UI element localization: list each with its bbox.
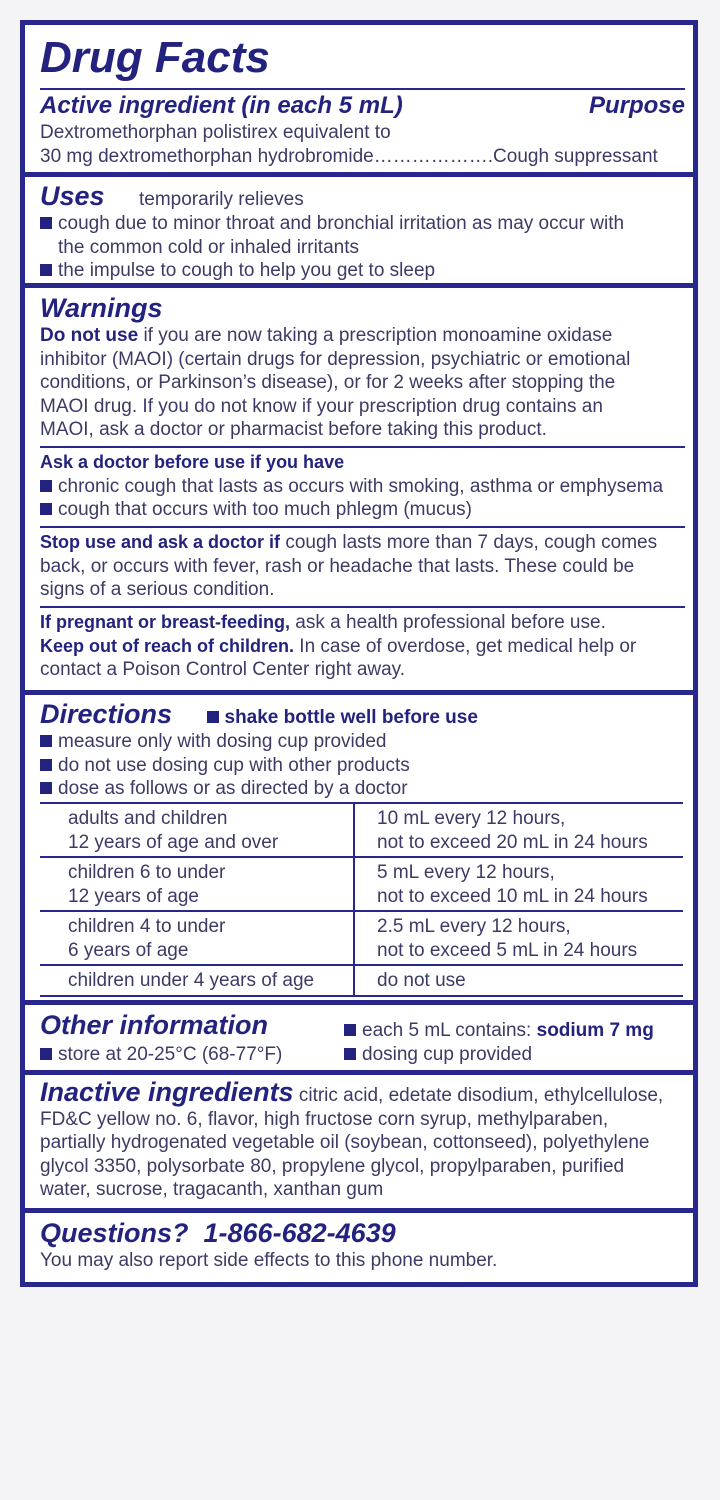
active-ingredient-line2 — [40, 145, 685, 169]
bullet-square-icon — [40, 217, 52, 229]
other-information-section — [25, 1005, 693, 1075]
bullet-square-icon — [40, 480, 52, 492]
bullet-square-icon — [40, 735, 52, 747]
dosing-cup-note: dosing cup provided — [344, 1043, 532, 1067]
ingredient-name: 30 mg dextromethorphan hydrobromide — [40, 146, 374, 167]
warnings-rule-2 — [40, 526, 685, 528]
store-note: store at 20-25°C (68-77°F) — [40, 1043, 685, 1067]
table-row: children under 4 years of age do not use — [40, 965, 683, 996]
questions-heading: Questions? 1-866-682-4639 — [40, 1218, 396, 1248]
warnings-rule-1 — [40, 446, 685, 448]
bullet-square-icon — [344, 1024, 356, 1036]
bullet-square-icon — [344, 1048, 356, 1060]
table-row: adults and children 12 years of age and over 10 mL every 12 hours, not to exceed 20 mL in 24 hours — [40, 803, 683, 857]
table-row: children 6 to under 12 years of age 5 mL every 12 hours, not to exceed 10 mL in 24 hours — [40, 857, 683, 911]
directions-header — [40, 699, 685, 730]
do-not-use-block: Do not use if you are now taking a prescription monoamine oxidase inhibitor (MAOI) (certain drugs for depression, psychiatric or emotional conditions, or Parkinson’s disease), or for 2 weeks after stopping the MAOI drug. If you do not know if your prescription drug contains an MAOI, ask a doctor or pharmacist before taking this product. — [40, 325, 631, 440]
other-information-heading: Other information — [40, 1010, 268, 1040]
warnings-rule-3 — [40, 606, 685, 608]
bullet-square-icon — [40, 782, 52, 794]
questions-text: You may also report side effects to this phone number. — [40, 1250, 498, 1271]
shake-note: shake bottle well before use — [207, 707, 478, 728]
uses-section — [25, 177, 693, 288]
inactive-ingredients-text: Inactive ingredients citric acid, edetate disodium, ethylcellulose, FD&C yellow no. 6, flavor, high fructose corn syrup, methylparaben, partially hydrogenated vegetable oil (soybean, cottonseed), polyethylene glycol 3350, polysorbate 80, propylene glycol, propylparaben, purified water, sucrose, tragacanth, xanthan gum — [40, 1077, 664, 1200]
drug-facts-panel — [20, 20, 698, 1287]
inactive-ingredients-heading: Inactive ingredients — [40, 1077, 294, 1107]
purpose-heading: Purpose — [588, 92, 685, 119]
stop-use-block: Stop use and ask a doctor if cough lasts more than 7 days, cough comes back, or occurs with fever, rash or headache that lasts. These could be signs of a serious condition. — [40, 532, 658, 600]
table-row: children 4 to under 6 years of age 2.5 mL every 12 hours, not to exceed 5 mL in 24 hours — [40, 911, 683, 965]
uses-item-1: cough due to minor throat and bronchial irritation as may occur with the common cold or inhaled irritants — [40, 212, 685, 259]
directions-list: measure only with dosing cup provided do not use dosing cup with other products dose as follows or as directed by a doctor — [40, 730, 685, 801]
bullet-square-icon — [40, 759, 52, 771]
bullet-square-icon — [207, 711, 219, 723]
uses-header — [40, 181, 685, 212]
questions-section — [25, 1213, 693, 1282]
inactive-ingredients-section — [25, 1075, 693, 1213]
active-ingredient-heading: Active ingredient (in each 5 mL) — [40, 92, 403, 119]
uses-item-2: the impulse to cough to help you get to sleep — [40, 259, 685, 283]
dosage-table — [40, 802, 683, 997]
warnings-section — [25, 288, 693, 695]
bullet-square-icon — [40, 264, 52, 276]
active-ingredient-section — [25, 25, 693, 177]
bullet-square-icon — [40, 1048, 52, 1060]
active-ingredient-line1: Dextromethorphan polistirex equivalent to — [40, 122, 391, 143]
uses-heading: Uses — [40, 181, 105, 211]
bullet-square-icon — [40, 503, 52, 515]
leader-dots: ………………. — [373, 146, 494, 167]
directions-heading: Directions — [40, 699, 173, 729]
directions-section — [25, 695, 693, 1005]
purpose-value: Cough suppressant — [493, 146, 658, 167]
uses-intro: temporarily relieves — [139, 189, 304, 210]
pregnant-children-block: If pregnant or breast-feeding, ask a health professional before use. Keep out of reach of children. In case of overdose, get medical help or contact a Poison Control Center right away. — [40, 612, 637, 680]
warnings-heading: Warnings — [40, 293, 163, 323]
title-rule — [40, 88, 685, 90]
drug-facts-title: Drug Facts — [40, 33, 270, 82]
ask-doctor-block: Ask a doctor before use if you have chronic cough that lasts as occurs with smoking, asthma or emphysema cough that occurs with too much phlegm (mucus) — [40, 452, 664, 520]
sodium-note: each 5 mL contains: sodium 7 mg — [344, 1019, 654, 1043]
